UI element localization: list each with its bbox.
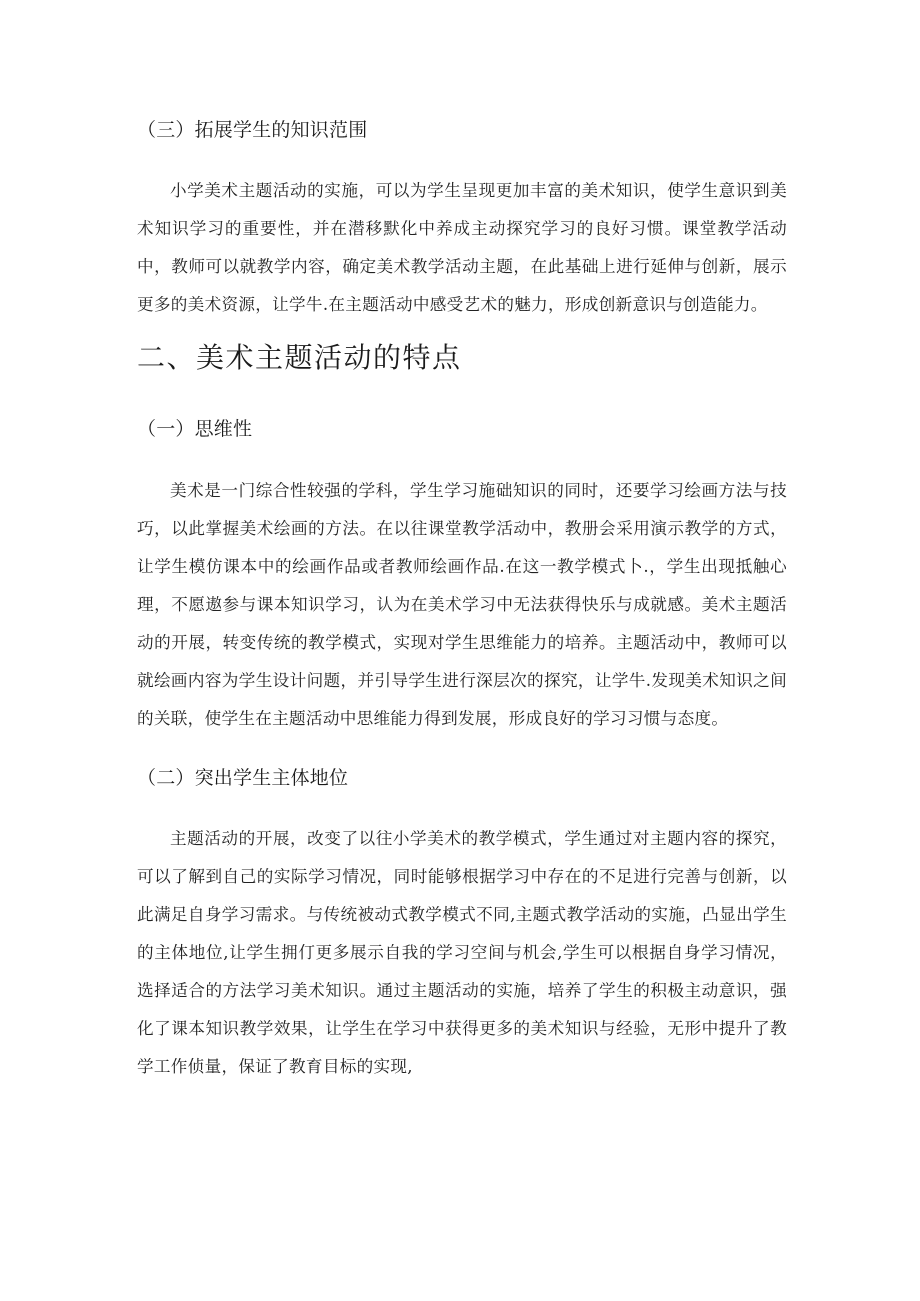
subsection-1-paragraph: 美术是一门综合性较强的学科，学生学习施础知识的同时，还要学习绘画方法与技巧，以此掌握美术绘画的方法。在以往课堂教学活动中，教册会采用演示教学的方式，让学生模仿课本中的绘画作品或者教师绘画作品.在这一教学模式卜.，学生出现抵触心理，不愿遨参与课本知识学习，认为在美术学习中无法获得快乐与成就感。美术主题活动的开展，转变传统的教学模式，实现对学生思维能力的培养。主题活动中，教师可以就绘画内容为学生设计问题，并引导学生进行深层次的探究，让学牛.发现美术知识之间的关联，使学生在主题活动中思维能力得到发展，形成良好的学习习惯与态度。 — [137, 481, 787, 728]
section-3-heading: （三）拓展学生的知识范围 — [137, 119, 368, 141]
chapter-2-heading: 二、美术主题活动的特点 — [137, 341, 462, 374]
subsection-2-heading: （二）突出学生主体地位 — [137, 767, 349, 789]
subsection-1-heading: （一）思维性 — [137, 418, 253, 440]
section-3-paragraph: 小学美术主题活动的实施，可以为学生呈现更加丰富的美术知识，使学生意识到美术知识学习的重要性，并在潜移默化中养成主动探究学习的良好习惯。课堂教学活动中，教师可以就教学内容，确定美术教学活动主题，在此基础上进行延伸与创新，展示更多的美术资源，让学牛.在主题活动中感受艺术的魅力，形成创新意识与创造能力。 — [137, 181, 787, 314]
subsection-2-paragraph: 主题活动的开展，改变了以往小学美术的教学模式，学生通过对主题内容的探究，可以了解到自己的实际学习情况，同时能够根据学习中存在的不足进行完善与创新，以此满足自身学习需求。与传统被动式教学模式不同,主题式教学活动的实施，凸显出学生的主体地位,让学生拥仃更多展示自我的学习空间与机会,学生可以根据自身学习情况，选择适合的方法学习美术知识。通过主题活动的实施，培养了学生的积极主动意识，强化了课本知识教学效果，让学生在学习中获得更多的美术知识与经验，无形中提升了教学工作侦量，保证了教育目标的实现, — [137, 829, 787, 1076]
